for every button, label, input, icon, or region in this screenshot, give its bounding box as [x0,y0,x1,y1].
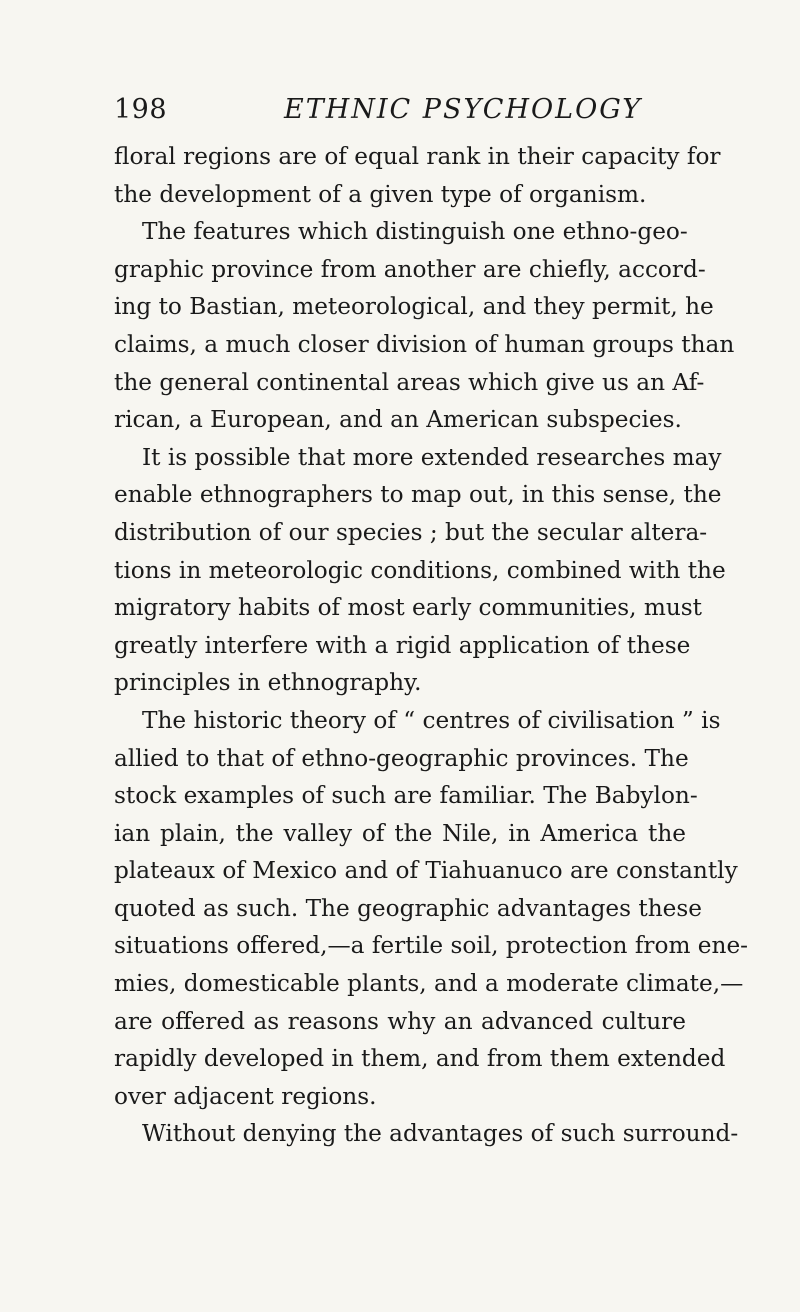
text-line: ing to Bastian, meteorological, and they permit, he [114,293,714,321]
text-line: floral regions are of equal rank in their capacity for [114,143,721,170]
page-number: 198 [114,94,168,125]
text-line: over adjacent regions. [114,1082,377,1110]
text-line: tions in meteorologic conditions, combined with the [114,556,726,584]
text-line: mies, domesticable plants, and a moderate climate,— [114,970,744,998]
text-line: allied to that of ethno-geographic provinces. The [114,744,689,772]
text-line: distribution of our species ; but the secular altera- [114,518,708,546]
text-line: rapidly developed in them, and from them extended [114,1045,726,1073]
text-line: are offered as reasons why an advanced culture [114,1007,686,1035]
text-line: Without denying the advantages of such surround- [142,1120,739,1148]
running-title: ETHNIC PSYCHOLOGY [284,94,643,125]
text-line: situations offered,—a fertile soil, protection from ene- [114,932,749,960]
text-line: plateaux of Mexico and of Tiahuanuco are constantly [114,857,738,885]
text-line: greatly interfere with a rigid application of these [114,631,691,659]
text-line: The historic theory of “ centres of civilisation ” is [142,706,721,734]
text-line: principles in ethnography. [114,669,422,697]
text-line: graphic province from another are chiefly, accord- [114,255,706,283]
text-line: the development of a given type of organism. [114,180,647,208]
text-line: claims, a much closer division of human groups than [114,330,735,358]
text-line: quoted as such. The geographic advantages these [114,894,702,922]
text-line: migratory habits of most early communities, must [114,594,702,622]
body-text [114,138,749,1153]
text-line: rican, a European, and an American subspecies. [114,406,682,434]
text-line: the general continental areas which give us an Af- [114,368,705,396]
running-head [114,94,686,134]
text-line: enable ethnographers to map out, in this sense, the [114,481,722,509]
text-line: ian plain, the valley of the Nile, in America the [114,819,686,847]
text-line: It is possible that more extended researches may [142,443,722,471]
text-line: stock examples of such are familiar. The Babylon- [114,782,698,810]
text-line: The features which distinguish one ethno-geo- [142,218,688,246]
